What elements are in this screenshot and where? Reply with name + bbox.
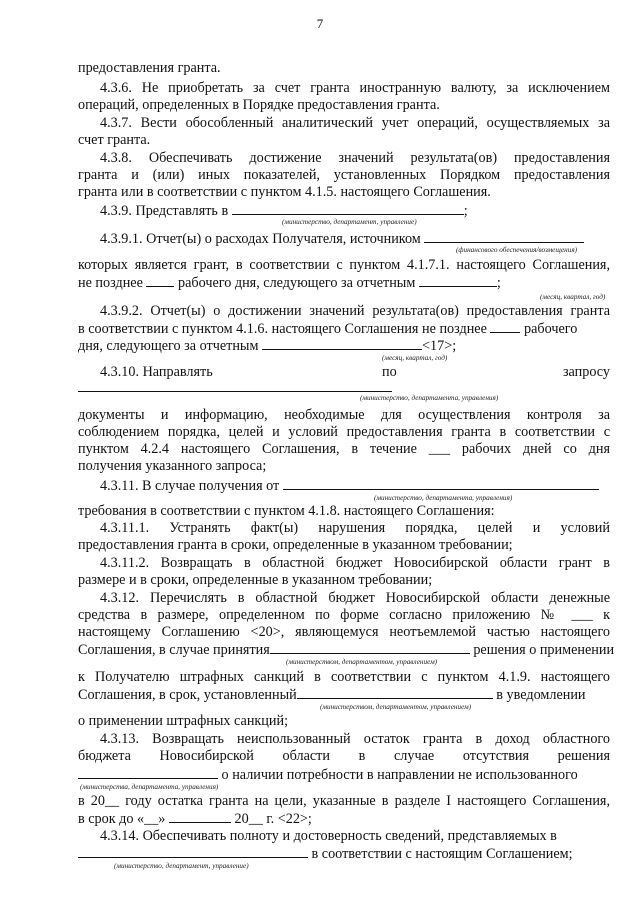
- field-caption: (министерство, департамента, управления): [360, 394, 499, 402]
- paragraph-4-3-9-2: 4.3.9.2. Отчет(ы) о достижении значений результата(ов) предоставления гранта: [100, 303, 610, 319]
- text-line: [78, 810, 610, 828]
- text-line: настоящему Соглашению <20>, являющемуся неотъемлемой частью настоящего: [78, 624, 610, 640]
- fill-blank: [78, 766, 218, 779]
- fill-blank: [78, 391, 392, 392]
- paragraph-4-3-14: 4.3.14. Обеспечивать полноту и достоверность сведений, представляемых в: [100, 828, 557, 844]
- fill-blank: [262, 337, 422, 350]
- field-caption: (месяц, квартал, год): [382, 354, 448, 362]
- text-segment: Соглашения, в случае принятия: [78, 642, 270, 658]
- text-segment: рабочего дня, следующего за отчетным: [177, 275, 416, 291]
- text-segment: не позднее: [78, 275, 143, 291]
- text-segment: 4.3.9. Представлять в: [100, 203, 229, 219]
- text-segment: по: [382, 364, 397, 380]
- paragraph-4-3-10: [100, 364, 610, 381]
- text-line: предоставления гранта в сроки, определенные в указанном требовании;: [78, 537, 513, 553]
- text-segment: запросу: [562, 364, 610, 380]
- fill-blank: [232, 202, 464, 215]
- text-segment: в уведомлении: [496, 687, 586, 703]
- fill-blank: [270, 641, 470, 654]
- text-segment: 4.3.11. В случае получения от: [100, 478, 280, 494]
- paragraph-4-3-11-1: 4.3.11.1. Устранять факт(ы) нарушения порядка, целей и условий: [100, 520, 610, 536]
- fill-blank: [490, 320, 520, 333]
- text-line: о применении штрафных санкций;: [78, 713, 289, 729]
- paragraph-4-3-11-2: 4.3.11.2. Возвращать в областной бюджет Новосибирской области грант в: [100, 555, 610, 571]
- text-line: гранта или в соответствии с пунктом 4.1.5. настоящего Соглашения.: [78, 184, 491, 200]
- paragraph-4-3-8: 4.3.8. Обеспечивать достижение значений результата(ов) предоставления: [100, 150, 610, 166]
- text-line: бюджета Новосибирской области в случае отсутствия решения: [78, 748, 610, 764]
- field-caption: (министерство, департамент, управление): [114, 862, 249, 870]
- paragraph-4-3-6: 4.3.6. Не приобретать за счет гранта иностранную валюту, за исключением: [100, 80, 610, 96]
- text-segment: о наличии потребности в направлении не использованного: [221, 767, 578, 783]
- text-line: счет гранта.: [78, 132, 151, 148]
- text-line: соблюдением порядка, целей и условий предоставления гранта в соответствии с: [78, 424, 610, 440]
- text-line: предоставления гранта.: [78, 60, 221, 76]
- field-caption: (министерство, департамента, управления): [374, 494, 513, 502]
- text-line: гранта и (или) иных показателей, установленных Порядком предоставления: [78, 167, 610, 183]
- text-segment: в срок до «__»: [78, 811, 166, 827]
- text-line: [78, 845, 610, 863]
- text-line: в 20__ году остатка гранта на цели, указанные в разделе I настоящего Соглашения,: [78, 793, 610, 809]
- text-segment: рабочего: [523, 321, 578, 337]
- field-caption: (министерством, департаментом, управлением): [286, 658, 438, 666]
- fill-blank: [169, 810, 231, 823]
- text-line: к Получателю штрафных санкций в соответствии с пунктом 4.1.9. настоящего: [78, 669, 610, 685]
- text-line: которых является грант, в соответствии с пунктом 4.1.7.1. настоящего Соглашения,: [78, 257, 610, 273]
- fill-blank: [297, 686, 493, 699]
- text-segment: дня, следующего за отчетным: [78, 338, 259, 354]
- field-caption: (министерство, департамент, управление): [282, 218, 417, 226]
- text-line: размере и в сроки, определенные в указанном требовании;: [78, 572, 433, 588]
- field-caption: (министерством, департаментом, управлением): [320, 703, 472, 711]
- field-caption: (финансового обеспечения/возмещения): [456, 246, 578, 254]
- text-line: [78, 274, 610, 292]
- paragraph-4-3-7: 4.3.7. Вести обособленный аналитический учет операций, осуществляемых за: [100, 115, 610, 131]
- text-segment: в соответствии с настоящим Соглашением;: [311, 846, 573, 862]
- text-segment: <17>;: [422, 338, 457, 354]
- paragraph-4-3-12: 4.3.12. Перечислять в областной бюджет Новосибирской области денежные: [100, 590, 610, 606]
- text-segment: 20__ г. <22>;: [234, 811, 312, 827]
- fill-blank: [146, 274, 174, 287]
- text-line: документы и информацию, необходимые для осуществления контроля за: [78, 407, 610, 423]
- fill-blank: [419, 274, 497, 287]
- field-caption: (министерства, департамента, управления): [80, 783, 219, 791]
- text-line: [78, 320, 610, 338]
- text-line: [78, 337, 610, 355]
- fill-blank: [424, 230, 584, 243]
- paragraph-4-3-13: 4.3.13. Возвращать неиспользованный остаток гранта в доход областного: [100, 731, 610, 747]
- text-segment: ;: [496, 275, 501, 291]
- text-line: средства в размере, определенном по форме согласно приложению № ___ к: [78, 607, 610, 623]
- paragraph-4-3-11: [100, 477, 610, 495]
- text-segment: в соответствии с пунктом 4.1.6. настоящего Соглашения не позднее: [78, 321, 487, 337]
- text-line: требования в соответствии с пунктом 4.1.8. настоящего Соглашения:: [78, 503, 495, 519]
- text-segment: 4.3.10. Направлять: [100, 364, 213, 380]
- text-segment: Соглашения, в срок, установленный: [78, 687, 297, 703]
- text-segment: 4.3.9.1. Отчет(ы) о расходах Получателя, источником: [100, 231, 421, 247]
- text-line: [78, 766, 610, 784]
- page-number: 7: [316, 16, 324, 31]
- text-line: [78, 686, 610, 704]
- text-segment: решения о применении: [473, 642, 615, 658]
- text-segment: ;: [463, 203, 468, 219]
- text-line: операций, определенных в Порядке предоставления гранта.: [78, 97, 440, 113]
- fill-blank: [283, 477, 599, 490]
- field-caption: (месяц, квартал, год): [540, 293, 606, 301]
- text-line: [78, 641, 615, 659]
- text-line: получения указанного запроса;: [78, 458, 267, 474]
- fill-blank: [78, 845, 308, 858]
- text-line: пунктом 4.2.4 настоящего Соглашения, в течение ___ рабочих дней со дня: [78, 441, 610, 457]
